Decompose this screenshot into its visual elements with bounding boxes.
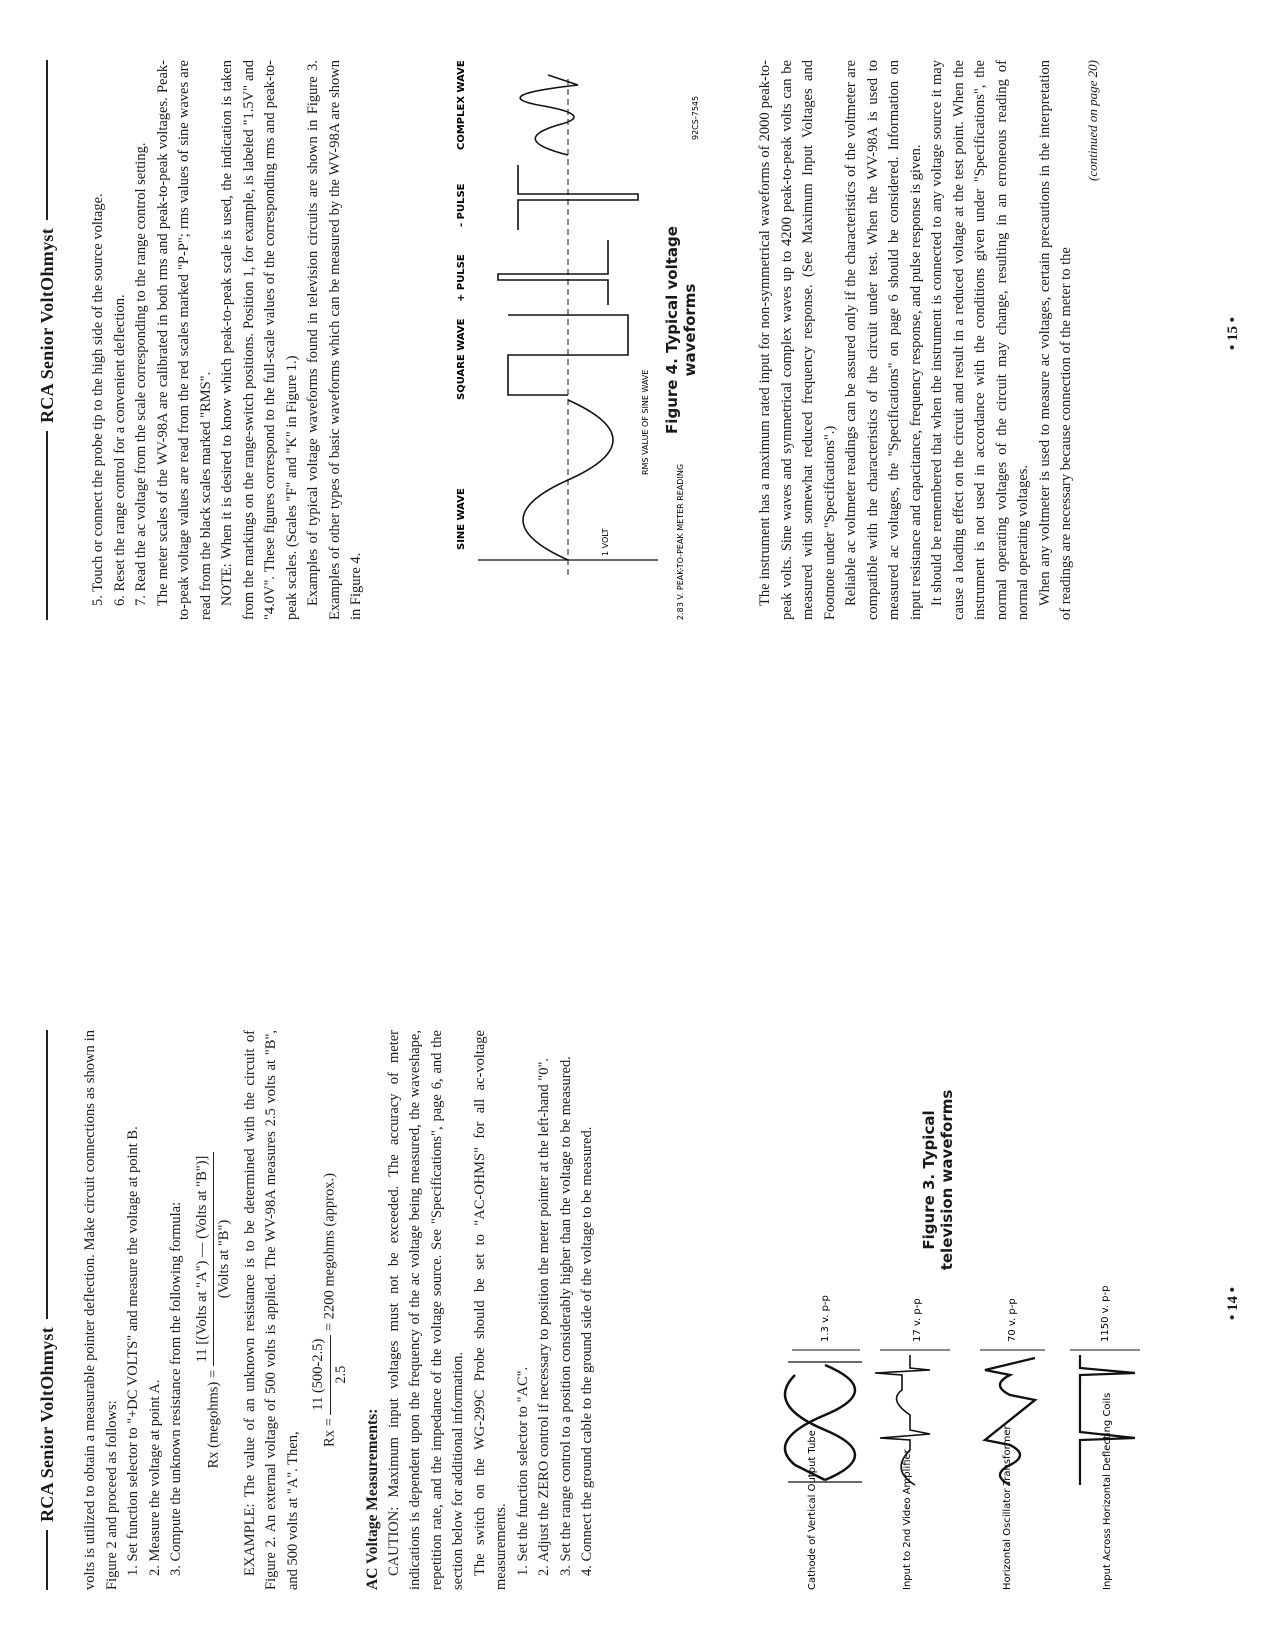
header-rule	[46, 1530, 48, 1590]
formula-denominator: (Volts at "B")	[216, 1219, 232, 1299]
header-rule	[46, 1030, 48, 1319]
page-header-right	[30, 60, 64, 620]
one-volt-label: 1 VOLT	[601, 528, 610, 556]
left-text-column	[80, 1030, 599, 1590]
waveform-value: 17 v. p-p	[912, 1298, 923, 1342]
header-rule	[46, 60, 48, 220]
waveform-row	[980, 1298, 1045, 1590]
formula-denominator: 2.5	[332, 1365, 349, 1384]
page-header-left	[30, 1030, 64, 1590]
step-item: 2. Measure the voltage at point A.	[146, 1379, 163, 1576]
minus-pulse-label: - PULSE	[456, 183, 467, 227]
waveform-label: Input to 2nd Video Amplifier	[902, 1449, 913, 1590]
formula-fraction	[192, 1152, 236, 1367]
waveform-value: 1150 v. p-p	[1100, 1285, 1111, 1342]
waveform-row	[875, 1298, 950, 1590]
complex-trace	[520, 75, 578, 155]
figure-code: 92CS-7545	[691, 95, 700, 140]
example-paragraph: EXAMPLE: The value of an unknown resistance is to be determined with the circuit of Figure 2. An external voltage of 500 volts is applied. The WV-98A measures 2.5 volts at "B", and 500 volts at "A". Then,	[241, 1030, 301, 1590]
step-item: 1. Set the function selector to "AC".	[514, 1366, 531, 1576]
right-text-column-bottom	[755, 60, 1103, 620]
paragraph: Reliable ac voltmeter readings can be assured only if the characteristics of the voltmeter are compatible with the characteristics of the circuit under test. When the WV-98A is used to measured ac voltages, the "Specifications" on page 6 should be considered. Information on input resistance and capacitance, frequency response, and pulse response is given.	[843, 60, 924, 620]
waveform-label: Horizontal Oscillator Transformer	[1002, 1425, 1013, 1590]
formula-fraction	[308, 1335, 352, 1415]
minus-pulse-trace	[518, 165, 638, 230]
resistance-formula	[192, 1030, 236, 1590]
formula-lhs: Rx =	[321, 1418, 338, 1447]
running-title: RCA Senior VoltOhmyst	[36, 1326, 57, 1522]
waveform-row	[1070, 1286, 1140, 1590]
reading-label: 2.83 V. PEAK-TO-PEAK METER READING	[676, 463, 685, 620]
waveform-label: Input Across Horizontal Deflecting Coils	[1102, 1392, 1113, 1590]
page-number-14: • 14 •	[1225, 1286, 1241, 1320]
right-text-column-top	[88, 60, 368, 620]
continued-note: (continued on page 20)	[1084, 60, 1100, 181]
step-item: 6. Reset the range control for a convenient deflection.	[111, 294, 128, 606]
header-rule	[46, 431, 48, 620]
formula-lhs: Rx (megohms) =	[204, 1369, 221, 1469]
section-heading: AC Voltage Measurements:	[364, 1408, 381, 1590]
running-title: RCA Senior VoltOhmyst	[36, 228, 57, 424]
note-paragraph: NOTE: When it is desired to know which peak-to-peak scale is used, the indication is taken from the markings on the range-switch positions. Position 1, for example, is labeled "1.5V" and "4.0V". These figures correspond to the full-scale values of the corresponding rms and peak-to-peak scales. (Scales "F" and "K" in Figure 1.)	[219, 60, 300, 620]
square-wave-label: SQUARE WAVE	[456, 318, 467, 400]
step-item: 7. Read the ac voltage from the scale corresponding to the range control setting.	[133, 142, 149, 606]
figure-4-waveforms	[448, 60, 708, 620]
step-item: 5. Touch or connect the probe tip to the high side of the source voltage.	[90, 193, 106, 606]
paragraph: When any voltmeter is used to measure ac voltages, certain precautions in the interpretation of readings are necessary because connection of the meter to the	[1036, 60, 1074, 620]
waveform-label: Cathode of Vertical Output Tube	[807, 1430, 818, 1590]
complex-wave-label: COMPLEX WAVE	[456, 60, 467, 150]
waveform-row	[785, 1295, 862, 1590]
paragraph: The meter scales of the WV-98A are calibrated in both rms and peak-to-peak voltages. Peak-to-peak voltage values are read from the red scales marked "P-P"; rms values of sine waves are read from the black scales marked "RMS".	[154, 60, 214, 620]
formula-numerator: 11 (500-2.5)	[308, 1335, 331, 1415]
step-item: 3. Compute the unknown resistance from the following formula:	[168, 1201, 184, 1576]
page-14	[0, 825, 1275, 1650]
caution-paragraph: CAUTION: Maximum input voltages must not be exceeded. The accuracy of meter indications is dependent upon the frequency of the ac voltage being measured, the waveshape, repetition rate, and the impedance of the voltage source. See "Specifications", page 6, and the section below for additional information.	[385, 1030, 466, 1590]
rms-note: RMS VALUE OF SINE WAVE	[641, 369, 650, 475]
step-item: 4. Connect the ground cable to the ground side of the voltage to be measured.	[579, 1126, 595, 1576]
waveform-value: 70 v. p-p	[1007, 1298, 1018, 1342]
paragraph: The instrument has a maximum rated input for non-symmetrical waveforms of 2000 peak-to-peak volts. Sine waves and symmetrical complex waves up to 4200 peak-to-peak volts can be measured with somewhat reduced frequency response. (See Maximum Input Voltages and Footnote under "Specifications".)	[757, 60, 838, 620]
figure-3-waveforms	[770, 1030, 1160, 1590]
plus-pulse-label: + PULSE	[456, 254, 467, 302]
paragraph: volts is utilized to obtain a measurable pointer deflection. Make circuit connections as shown in Figure 2 and proceed as follows:	[82, 1030, 120, 1590]
formula-result: = 2200 megohms (approx.)	[321, 1173, 338, 1332]
figure-4-caption: Figure 4. Typical voltage waveforms	[663, 226, 699, 434]
step-item: 2. Adjust the ZERO control if necessary to position the meter pointer at the left-hand "0".	[536, 1057, 552, 1576]
plus-pulse-trace	[498, 240, 608, 305]
step-item: 3. Set the range control to a position considerably higher than the voltage to be measured.	[557, 1056, 574, 1576]
page-number-15: • 15 •	[1225, 316, 1241, 350]
paragraph: Examples of typical voltage waveforms found in television circuits are shown in Figure 3. Examples of other types of basic waveforms which can be measured by the WV-98A are shown in Figure 4.	[305, 60, 364, 620]
step-item: 1. Set function selector to "+DC VOLTS" and measure the voltage at point B.	[125, 1126, 141, 1576]
waveform-trace	[985, 1358, 1035, 1485]
waveform-value: 1.3 v. p-p	[820, 1295, 831, 1342]
example-formula	[308, 1030, 352, 1590]
formula-numerator: 11 [(Volts at "A") — (Volts at "B")]	[192, 1152, 215, 1367]
sine-wave-label: SINE WAVE	[456, 488, 467, 550]
figure-3-caption: Figure 3. Typical television waveforms	[920, 1089, 956, 1271]
paragraph: The switch on the WG-299C Probe should be set to "AC-OHMS" for all ac-voltage measurements.	[471, 1030, 509, 1590]
waveform-trace	[785, 1365, 855, 1480]
paragraph: It should be remembered that when the instrument is connected to any voltage source it may cause a loading effect on the circuit and result in a reduced voltage at the test point. When the instrument is not used in accordance with the conditions given under "Specifications", the normal operating voltages of the circuit may change, resulting in an erroneous reading of normal operating voltages.	[929, 60, 1031, 620]
